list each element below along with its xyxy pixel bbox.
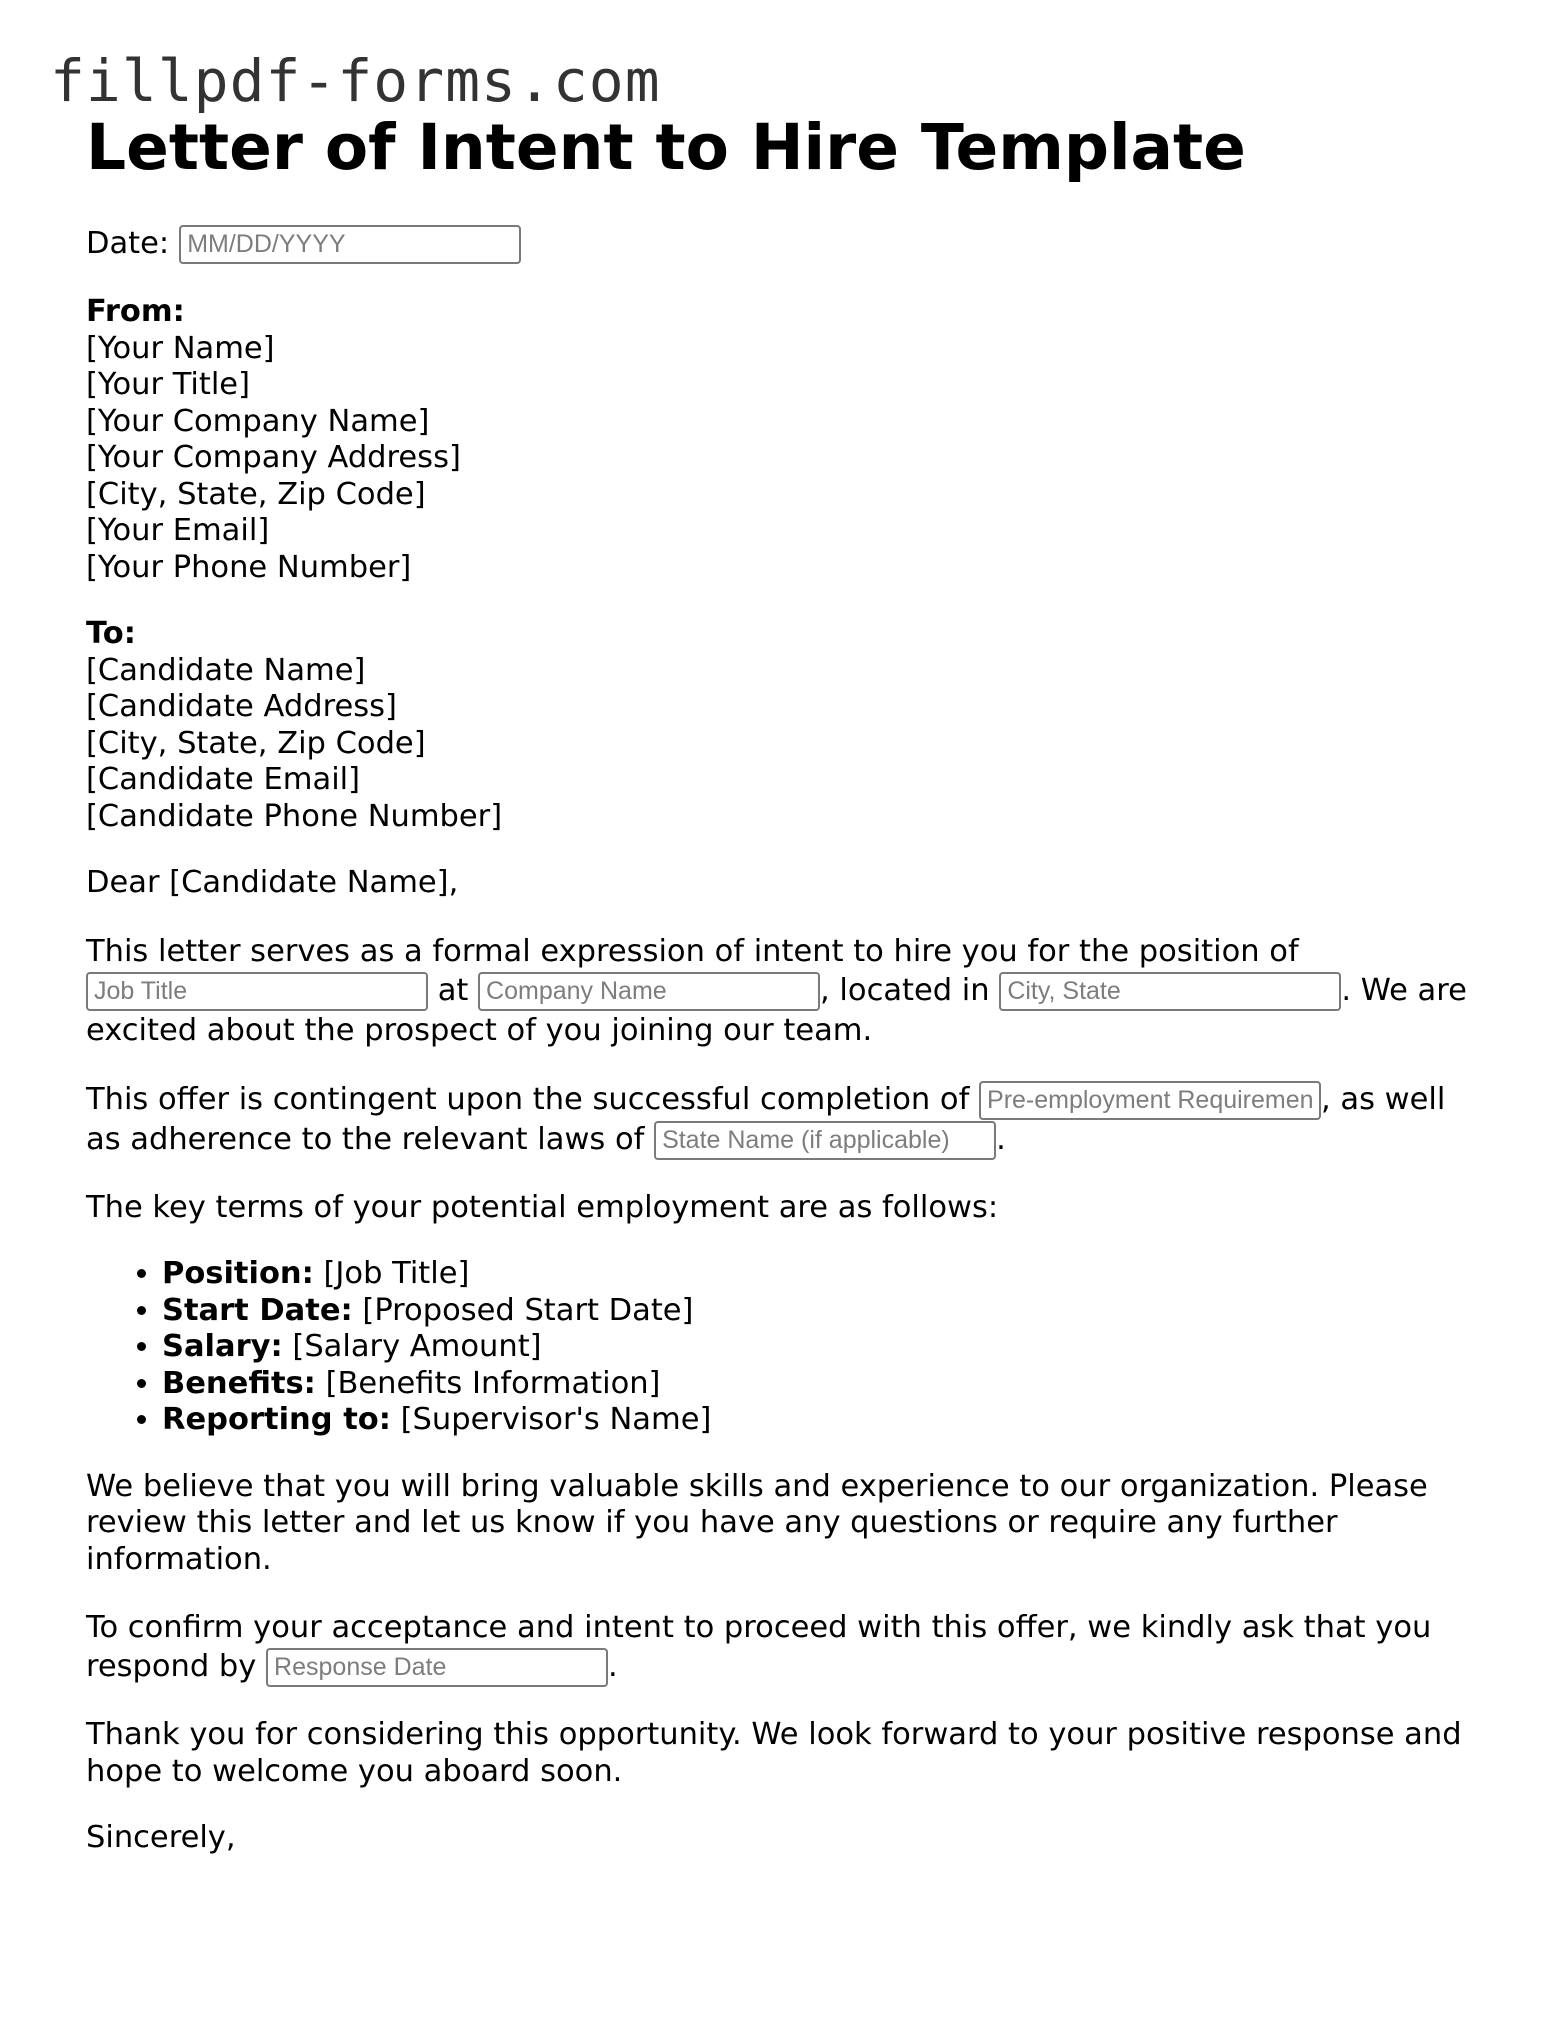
confirm-paragraph (86, 1608, 1486, 1687)
intro-text-4: . We are excited about the prospect of you joining our team. (86, 972, 1467, 1048)
to-line-email: [Candidate Email] (86, 762, 361, 797)
city-state-input[interactable] (999, 972, 1341, 1011)
to-block (86, 616, 1486, 835)
to-line-city: [City, State, Zip Code] (86, 725, 426, 761)
term-value: [Job Title] (313, 1256, 470, 1291)
intro-text-3: , located in (820, 972, 1000, 1008)
closing: Sincerely, (86, 1820, 236, 1855)
confirm-text-1: To confirm your acceptance and intent to proceed with this offer, we kindly ask that you respond by (86, 1610, 1432, 1684)
term-label: Position: (162, 1256, 314, 1291)
term-label: Reporting to: (162, 1402, 391, 1437)
from-line-address: [Your Company Address] (86, 440, 461, 475)
to-line-address: [Candidate Address] (86, 689, 397, 724)
terms-list (86, 1256, 1486, 1439)
contingency-text-2: , as well as adherence to the relevant laws of (86, 1081, 1446, 1157)
term-value: [Salary Amount] (282, 1329, 542, 1364)
from-line-company: [Your Company Name] (86, 403, 430, 439)
salutation: Dear [Candidate Name], (86, 865, 459, 900)
requirements-input[interactable] (979, 1081, 1321, 1120)
from-line-email: [Your Email] (86, 513, 270, 548)
watermark: fillpdf-forms.com (50, 47, 661, 115)
from-line-phone: [Your Phone Number] (86, 549, 412, 585)
from-line-title: [Your Title] (86, 367, 250, 402)
response-date-input[interactable] (266, 1648, 608, 1687)
date-input[interactable] (179, 225, 521, 264)
term-value: [Proposed Start Date] (352, 1292, 694, 1328)
date-row (86, 224, 1486, 264)
intro-text-2: at (428, 972, 479, 1008)
contingency-paragraph (86, 1080, 1486, 1160)
date-label: Date: (86, 226, 170, 261)
letter-page (86, 110, 1486, 1857)
contingency-text-3: . (996, 1121, 1006, 1157)
job-title-input[interactable] (86, 972, 428, 1011)
term-item-position (162, 1256, 1486, 1293)
term-label: Start Date: (162, 1292, 353, 1328)
term-value: [Benefits Information] (315, 1365, 661, 1401)
term-item-benefits (162, 1366, 1486, 1403)
page-title: Letter of Intent to Hire Template (86, 111, 1246, 184)
intro-text-1: This letter serves as a formal expression of intent to hire you for the position of (86, 933, 1299, 969)
term-value: [Supervisor's Name] (390, 1402, 712, 1437)
thanks-paragraph: Thank you for considering this opportunity. We look forward to your positive response and hope to welcome you aboard soon. (86, 1717, 1462, 1789)
from-line-name: [Your Name] (86, 330, 275, 366)
term-item-salary (162, 1329, 1486, 1366)
to-line-name: [Candidate Name] (86, 652, 366, 688)
contingency-text-1: This offer is contingent upon the successful completion of (86, 1081, 980, 1117)
to-line-phone: [Candidate Phone Number] (86, 798, 503, 834)
terms-intro: The key terms of your potential employment are as follows: (86, 1189, 999, 1225)
intro-paragraph (86, 932, 1486, 1050)
state-name-input[interactable] (654, 1121, 996, 1160)
from-block (86, 294, 1486, 586)
term-label: Benefits: (162, 1365, 316, 1401)
from-line-city: [City, State, Zip Code] (86, 476, 426, 512)
company-name-input[interactable] (478, 972, 820, 1011)
to-heading: To: (86, 616, 136, 651)
from-heading: From: (86, 294, 185, 329)
term-item-reporting (162, 1402, 1486, 1439)
confirm-text-2: . (608, 1649, 618, 1684)
term-label: Salary: (162, 1329, 283, 1364)
term-item-start-date (162, 1293, 1486, 1330)
belief-paragraph: We believe that you will bring valuable skills and experience to our organization. Please review this letter and let us know if you have any questions or require any further information. (86, 1468, 1428, 1577)
